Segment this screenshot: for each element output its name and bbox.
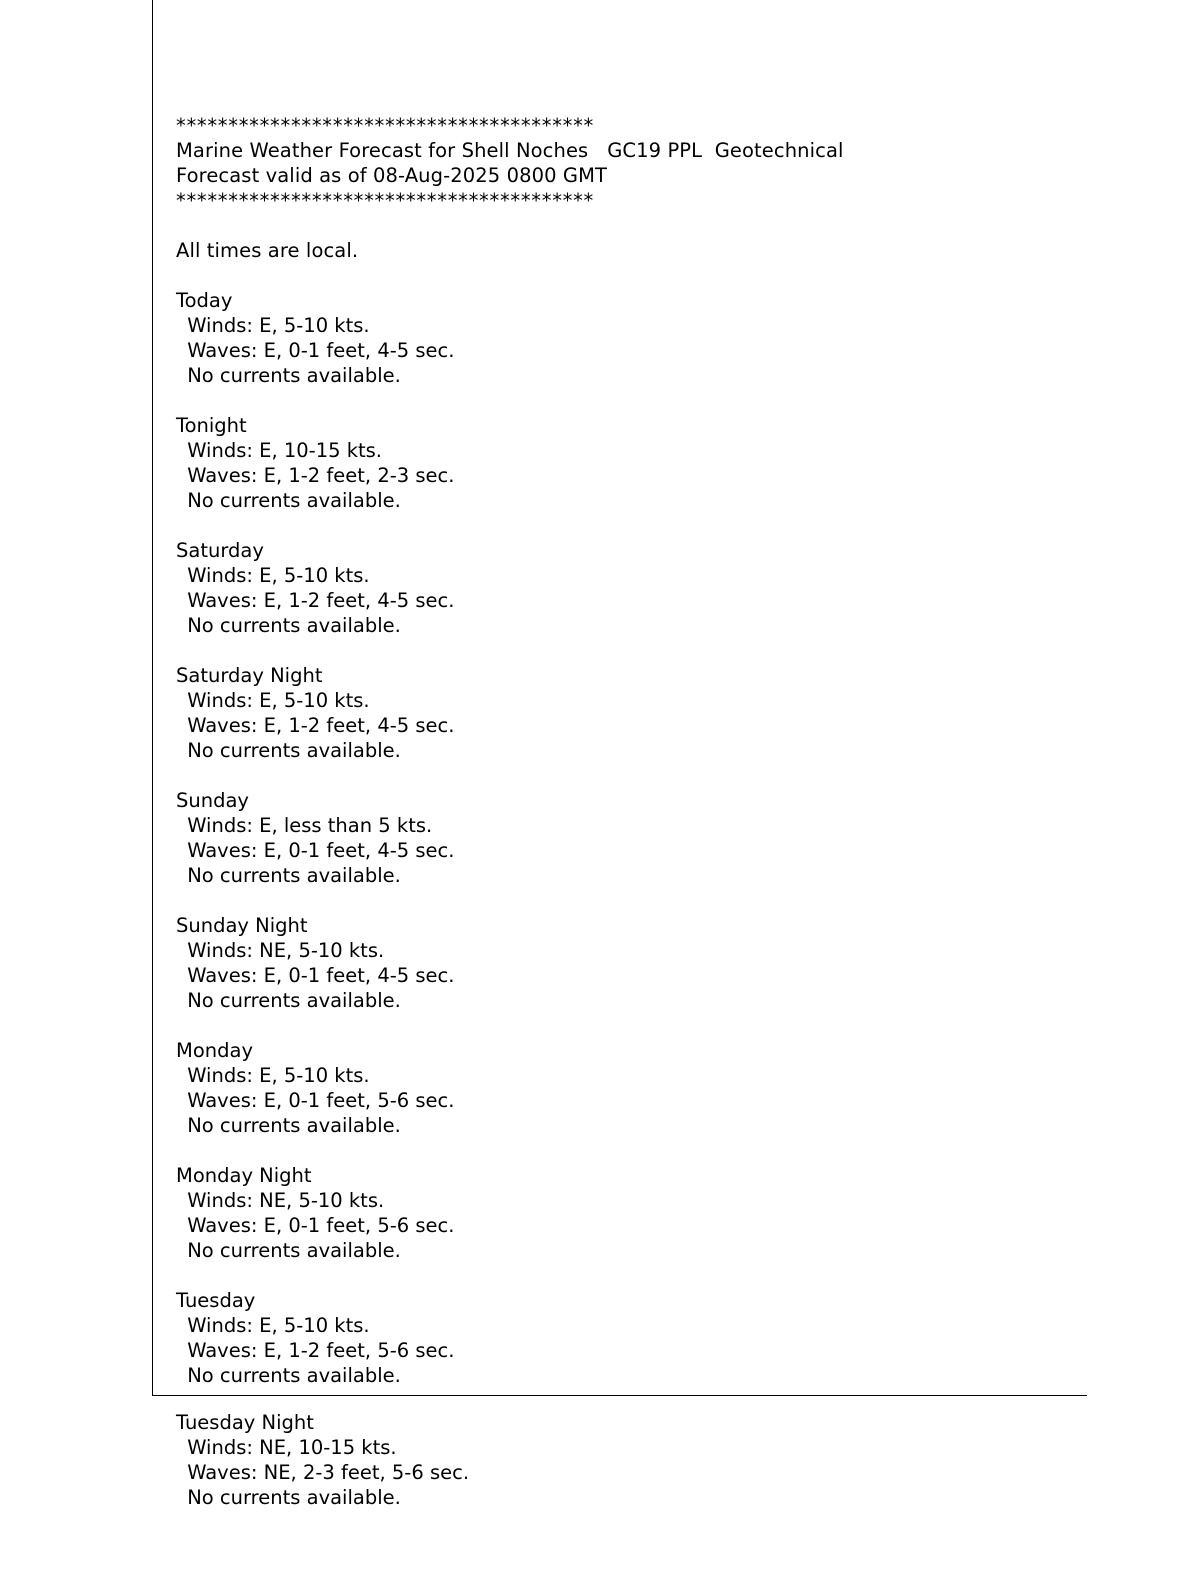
period-name: Sunday Night: [176, 914, 308, 937]
period-currents: No currents available.: [181, 1239, 401, 1262]
period-name: Tonight: [176, 414, 247, 437]
spacer: [176, 1138, 1076, 1163]
spacer: [176, 638, 1076, 663]
period-name: Monday Night: [176, 1164, 312, 1187]
forecast-validity: Forecast valid as of 08-Aug-2025 0800 GMT: [176, 164, 608, 187]
period-waves: Waves: E, 0-1 feet, 5-6 sec.: [181, 1214, 455, 1237]
period-name: Sunday: [176, 789, 249, 812]
spacer: [176, 513, 1076, 538]
period-currents: No currents available.: [181, 614, 401, 637]
period-currents: No currents available.: [181, 364, 401, 387]
spacer: [176, 263, 1076, 288]
period-name: Monday: [176, 1039, 253, 1062]
forecast-period: [176, 1038, 1076, 1138]
forecast-period: [176, 788, 1076, 888]
period-winds: Winds: NE, 5-10 kts.: [181, 939, 385, 962]
period-currents: No currents available.: [181, 864, 401, 887]
period-currents: No currents available.: [181, 989, 401, 1012]
forecast-overflow: [176, 1410, 1076, 1510]
period-winds: Winds: E, 10-15 kts.: [181, 439, 383, 462]
period-currents: No currents available.: [181, 1114, 401, 1137]
spacer: [176, 1013, 1076, 1038]
forecast-title: Marine Weather Forecast for Shell Noches GC19 PPL Geotechnical: [176, 139, 844, 162]
forecast-period: [176, 1163, 1076, 1263]
period-currents: No currents available.: [181, 489, 401, 512]
period-waves: Waves: E, 1-2 feet, 4-5 sec.: [181, 714, 455, 737]
forecast-period: [176, 663, 1076, 763]
period-waves: Waves: E, 0-1 feet, 5-6 sec.: [181, 1089, 455, 1112]
divider-top: ****************************************: [176, 114, 594, 137]
period-currents: No currents available.: [181, 1364, 401, 1387]
period-waves: Waves: NE, 2-3 feet, 5-6 sec.: [181, 1461, 470, 1484]
period-waves: Waves: E, 0-1 feet, 4-5 sec.: [181, 964, 455, 987]
forecast-period: [176, 538, 1076, 638]
spacer: [176, 388, 1076, 413]
period-name: Tuesday: [176, 1289, 256, 1312]
period-winds: Winds: NE, 10-15 kts.: [181, 1436, 397, 1459]
period-currents: No currents available.: [181, 1486, 401, 1509]
period-winds: Winds: E, 5-10 kts.: [181, 689, 370, 712]
period-waves: Waves: E, 1-2 feet, 2-3 sec.: [181, 464, 455, 487]
period-winds: Winds: E, 5-10 kts.: [181, 314, 370, 337]
period-winds: Winds: E, less than 5 kts.: [181, 814, 433, 837]
divider-bottom: ****************************************: [176, 189, 594, 212]
period-waves: Waves: E, 1-2 feet, 5-6 sec.: [181, 1339, 455, 1362]
forecast-period: [176, 288, 1076, 388]
period-name: Saturday Night: [176, 664, 323, 687]
period-winds: Winds: E, 5-10 kts.: [181, 564, 370, 587]
period-name: Tuesday Night: [176, 1411, 314, 1434]
spacer: [176, 213, 1076, 238]
period-waves: Waves: E, 0-1 feet, 4-5 sec.: [181, 839, 455, 862]
forecast-period: [176, 913, 1076, 1013]
period-name: Saturday: [176, 539, 264, 562]
period-waves: Waves: E, 0-1 feet, 4-5 sec.: [181, 339, 455, 362]
period-winds: Winds: E, 5-10 kts.: [181, 1064, 370, 1087]
spacer: [176, 1263, 1076, 1288]
period-winds: Winds: E, 5-10 kts.: [181, 1314, 370, 1337]
period-name: Today: [176, 289, 233, 312]
period-waves: Waves: E, 1-2 feet, 4-5 sec.: [181, 589, 455, 612]
forecast-period: [176, 413, 1076, 513]
timezone-note: All times are local.: [176, 239, 359, 262]
period-winds: Winds: NE, 5-10 kts.: [181, 1189, 385, 1212]
spacer: [176, 763, 1076, 788]
period-currents: No currents available.: [181, 739, 401, 762]
forecast-period: [176, 1410, 1076, 1510]
spacer: [176, 888, 1076, 913]
forecast-period: [176, 1288, 1076, 1388]
forecast-body: [176, 113, 1076, 1388]
